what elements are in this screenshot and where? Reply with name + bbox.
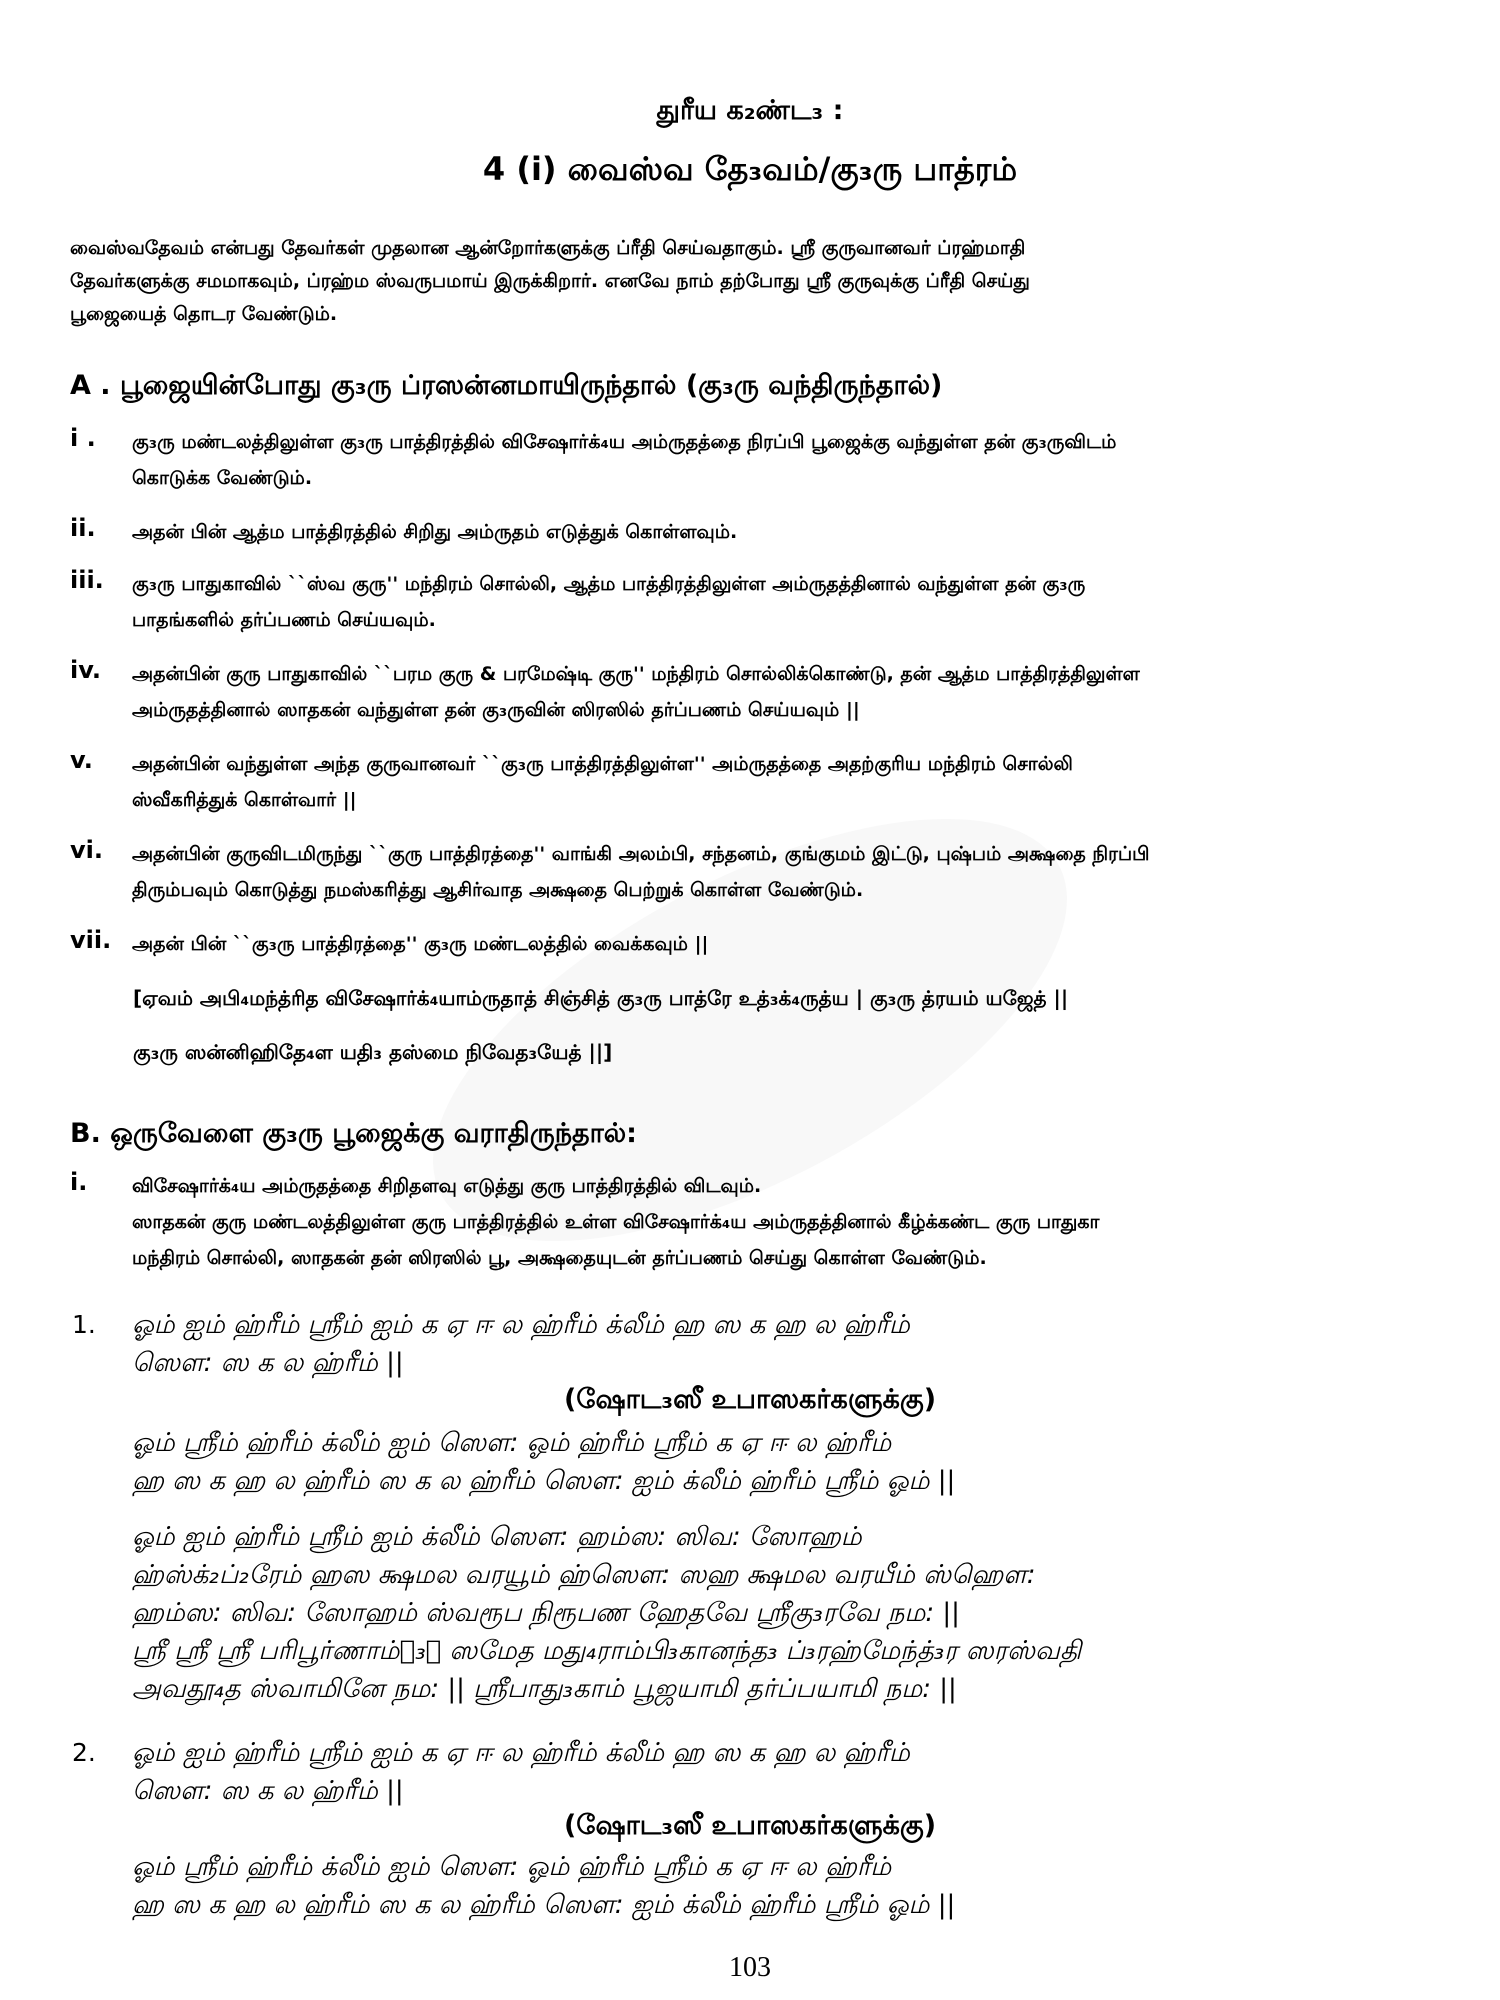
mantra-block [132,1848,1472,1924]
mantra-number: 2. [72,1738,96,1767]
mantra-line: ஸௌ: ஸ க ல ஹ்ரீம் || [132,1776,404,1806]
item-line: அதன்பின் வந்துள்ள அந்த குருவானவர் ``கு₃ரு பாத்திரத்திலுள்ள'' அம்ருதத்தை அதற்குரிய மந்திரம் சொல்லி [132,753,1073,775]
item-number: vi. [70,836,103,864]
mantra-line: ஓம் ஐம் ஹ்ரீம் ஸ்ரீம் ஐம் க்லீம் ஸௌ: ஹம்ஸ: ஸிவ: ஸோஹம் [132,1522,862,1552]
mantra-intro [132,1306,1472,1382]
item-number: v. [70,746,93,774]
mantra-line: ஹம்ஸ: ஸிவ: ஸோஹம் ஸ்வரூப நிரூபண ஹேதவே ஸ்ரீகு₃ரவே நம: || [132,1598,960,1628]
item-text [132,746,1452,818]
item-number: i . [70,424,96,452]
mantra-line: அவதூ₄த ஸ்வாமினே நம: || ஸ்ரீபாது₃காம் பூஜயாமி தர்ப்பயாமி நம: || [132,1674,957,1704]
mantra-intro [132,1734,1472,1810]
section-title: 4 (i) வைஸ்வ தே₃வம்/கு₃ரு பாத்ரம் [482,150,1018,188]
mantra-line: ஸ்ரீ ஸ்ரீ ஸ்ரீ பரிபூர்ணாம்ப₃ா ஸமேத மது₄ராம்பி₃கானந்த₃ ப்₃ரஹ்மேந்த்₃ர ஸரஸ்வதி [132,1636,1082,1666]
item-line: கொடுக்க வேண்டும். [132,467,313,489]
mantra-block [132,1424,1472,1500]
mantra-subheading: (ஷோட₃ஸீ உபாஸகர்களுக்கு) [563,1810,937,1841]
item-text [132,836,1452,908]
mantra-line: ஓம் ஸ்ரீம் ஹ்ரீம் க்லீம் ஐம் ஸௌ: ஓம் ஹ்ரீம் ஸ்ரீம் க ஏ ஈ ல ஹ்ரீம் [132,1852,892,1882]
section-b-heading: B. ஒருவேளை கு₃ரு பூஜைக்கு வராதிருந்தால்: [70,1118,637,1149]
item-line: கு₃ரு மண்டலத்திலுள்ள கு₃ரு பாத்திரத்தில் விசேஷார்க்₄ய அம்ருதத்தை நிரப்பி பூஜைக்கு வந்துள்ள தன் கு₃ருவிடம் [132,431,1117,453]
bracket-verse-line: [ஏவம் அபி₄மந்த்ரித விசேஷார்க்₄யாம்ருதாத் சிஞ்சித் கு₃ரு பாத்ரே உத்₃க்₄ருத்ய | கு₃ரு த்ரயம் யஜேத் || [133,986,1069,1010]
item-line: அதன்பின் குரு பாதுகாவில் ``பரம குரு & பரமேஷ்டி குரு'' மந்திரம் சொல்லிக்கொண்டு, தன் ஆத்ம பாத்திரத்திலுள்ள [132,663,1140,685]
item-text [132,656,1452,728]
item-line: ஸாதகன் குரு மண்டலத்திலுள்ள குரு பாத்திரத்தில் உள்ள விசேஷார்க்₄ய அம்ருதத்தினால் கீழ்க்கண்ட குரு பாதுகா [132,1211,1100,1233]
mantra-line: ஹ ஸ க ஹ ல ஹ்ரீம் ஸ க ல ஹ்ரீம் ஸௌ: ஐம் க்லீம் ஹ்ரீம் ஸ்ரீம் ஓம் || [132,1890,956,1920]
intro-line: பூஜையைத் தொடர வேண்டும். [70,303,338,325]
intro-line: வைஸ்வதேவம் என்பது தேவர்கள் முதலான ஆன்றோர்களுக்கு ப்ரீதி செய்வதாகும். ஸ்ரீ குருவானவர் ப்ரஹ்மாதி [70,237,1026,259]
mantra-line: ஹ ஸ க ஹ ல ஹ்ரீம் ஸ க ல ஹ்ரீம் ஸௌ: ஐம் க்லீம் ஹ்ரீம் ஸ்ரீம் ஓம் || [132,1466,956,1496]
item-line: திரும்பவும் கொடுத்து நமஸ்கரித்து ஆசிர்வாத அக்ஷதை பெற்றுக் கொள்ள வேண்டும். [132,879,864,901]
item-text [132,514,1452,550]
item-number: i. [70,1168,88,1196]
item-line: பாதங்களில் தர்ப்பணம் செய்யவும். [132,609,436,631]
mantra-line: ஓம் ஸ்ரீம் ஹ்ரீம் க்லீம் ஐம் ஸௌ: ஓம் ஹ்ரீம் ஸ்ரீம் க ஏ ஈ ல ஹ்ரீம் [132,1428,892,1458]
mantra-line: ஓம் ஐம் ஹ்ரீம் ஸ்ரீம் ஐம் க ஏ ஈ ல ஹ்ரீம் க்லீம் ஹ ஸ க ஹ ல ஹ்ரீம் [132,1738,910,1768]
intro-paragraph [70,232,1450,331]
item-text [132,1168,1452,1276]
item-number: iv. [70,656,102,684]
section-a-heading: A . பூஜையின்போது கு₃ரு ப்ரஸன்னமாயிருந்தால் (கு₃ரு வந்திருந்தால்) [70,370,943,401]
mantra-number: 1. [72,1310,96,1339]
item-number: iii. [70,566,104,594]
item-line: அதன்பின் குருவிடமிருந்து ``குரு பாத்திரத்தை'' வாங்கி அலம்பி, சந்தனம், குங்குமம் இட்டு, புஷ்பம் அக்ஷதை நிரப்பி [132,843,1150,865]
chapter-title: துரீய க₂ண்ட₃ : [656,95,844,126]
item-text [132,424,1452,496]
page-number: 103 [729,1952,771,1983]
mantra-block [132,1518,1472,1708]
item-line: ஸ்வீகரித்துக் கொள்வார் || [132,789,357,811]
mantra-line: ஸௌ: ஸ க ல ஹ்ரீம் || [132,1348,404,1378]
item-line: அதன் பின் ஆத்ம பாத்திரத்தில் சிறிது அம்ருதம் எடுத்துக் கொள்ளவும். [132,521,738,543]
mantra-subheading: (ஷோட₃ஸீ உபாஸகர்களுக்கு) [563,1384,937,1415]
mantra-line: ஓம் ஐம் ஹ்ரீம் ஸ்ரீம் ஐம் க ஏ ஈ ல ஹ்ரீம் க்லீம் ஹ ஸ க ஹ ல ஹ்ரீம் [132,1310,910,1340]
item-number: vii. [70,926,112,954]
item-line: விசேஷார்க்₄ய அம்ருதத்தை சிறிதளவு எடுத்து குரு பாத்திரத்தில் விடவும். [132,1175,762,1197]
mantra-line: ஹ்ஸ்க்₂ப்₂ரேம் ஹஸ க்ஷமல வரயூம் ஹ்ஸௌ: ஸஹ க்ஷமல வரயீம் ஸ்ஹௌ: [132,1560,1036,1590]
item-line: கு₃ரு பாதுகாவில் ``ஸ்வ குரு'' மந்திரம் சொல்லி, ஆத்ம பாத்திரத்திலுள்ள அம்ருதத்தினால் வந்துள்ள தன் கு₃ரு [132,573,1086,595]
intro-line: தேவர்களுக்கு சமமாகவும், ப்ரஹ்ம ஸ்வருபமாய் இருக்கிறார். எனவே நாம் தற்போது ஸ்ரீ குருவுக்கு ப்ரீதி செய்து [70,270,1030,292]
bracket-verse-line: கு₃ரு ஸன்னிஹிதே₄ள யதி₃ தஸ்மை நிவேத₃யேத் ||] [133,1040,613,1064]
item-text [132,926,1452,962]
item-line: மந்திரம் சொல்லி, ஸாதகன் தன் ஸிரஸில் பூ, அக்ஷதையுடன் தர்ப்பணம் செய்து கொள்ள வேண்டும். [132,1247,987,1269]
item-line: அதன் பின் ``கு₃ரு பாத்திரத்தை'' கு₃ரு மண்டலத்தில் வைக்கவும் || [132,933,709,955]
item-number: ii. [70,514,96,542]
item-line: அம்ருதத்தினால் ஸாதகன் வந்துள்ள தன் கு₃ருவின் ஸிரஸில் தர்ப்பணம் செய்யவும் || [132,699,860,721]
item-text [132,566,1452,638]
